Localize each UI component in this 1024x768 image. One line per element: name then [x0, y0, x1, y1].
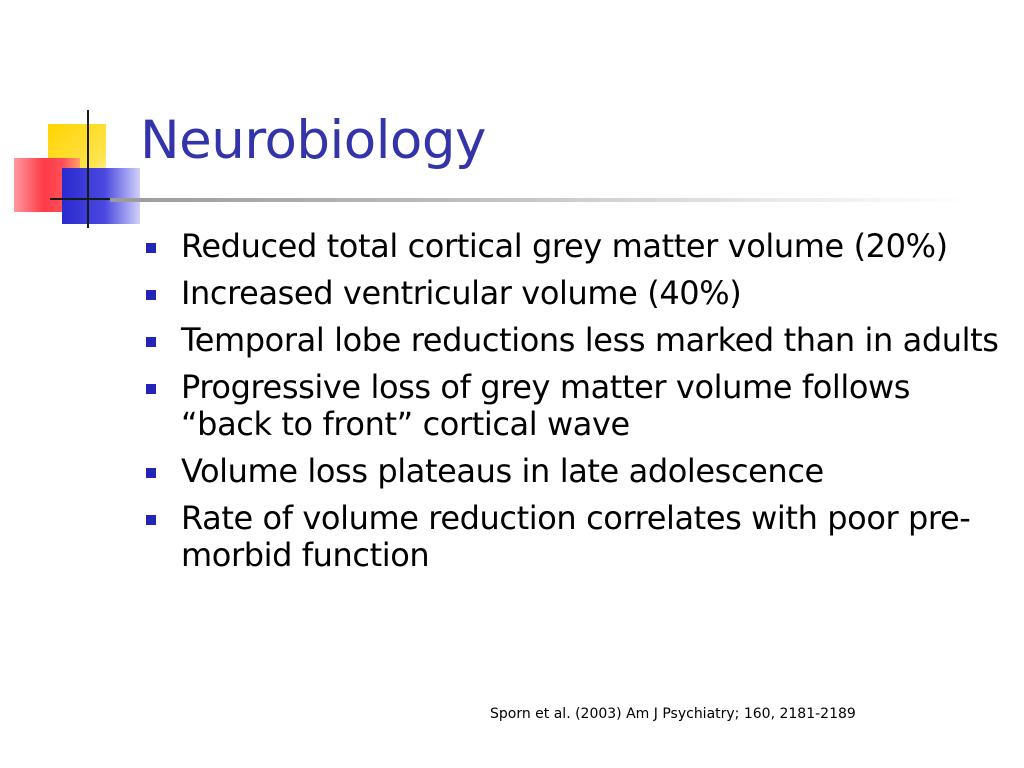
bullet-text: Progressive loss of grey matter volume follows “back to front” cortical wave: [181, 368, 911, 443]
bullet-text: Volume loss plateaus in late adolescence: [181, 452, 824, 490]
square-bullet-icon: [146, 515, 156, 525]
square-bullet-icon: [146, 290, 156, 300]
bullet-list: [146, 228, 1006, 584]
bullet-item: [146, 369, 1006, 443]
bullet-item: [146, 500, 1006, 574]
slide-title: Neurobiology: [140, 110, 486, 171]
square-bullet-icon: [146, 243, 156, 253]
blue-square: [62, 168, 140, 224]
bullet-text: Rate of volume reduction correlates with poor pre-morbid function: [181, 499, 971, 574]
bullet-text: Increased ventricular volume (40%): [181, 274, 742, 312]
square-bullet-icon: [146, 468, 156, 478]
citation: Sporn et al. (2003) Am J Psychiatry; 160, 2181-2189: [490, 706, 856, 722]
bullet-item: [146, 322, 1006, 359]
decorative-squares-logo: [0, 0, 150, 240]
title-divider: [110, 198, 970, 202]
logo-vertical-line: [87, 110, 89, 228]
bullet-text: Reduced total cortical grey matter volume (20%): [181, 227, 948, 265]
square-bullet-icon: [146, 337, 156, 347]
square-bullet-icon: [146, 384, 156, 394]
bullet-item: [146, 453, 1006, 490]
bullet-text: Temporal lobe reductions less marked than in adults: [181, 321, 999, 359]
bullet-item: [146, 228, 1006, 265]
bullet-item: [146, 275, 1006, 312]
